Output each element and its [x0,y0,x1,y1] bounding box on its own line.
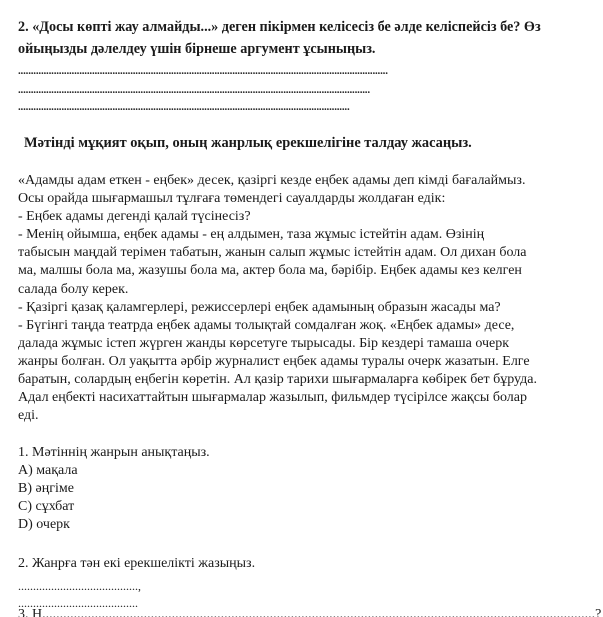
text-line: «Адамды адам еткен - еңбек» десек, қазіргі кезде еңбек адамы деп кімді бағалаймыз. [18,173,526,188]
option-c: C) сұхбат [18,499,75,515]
reading-text [18,172,596,425]
features-answer-line-1: ........................................, [18,579,141,593]
genre-question-prompt: 1. Мәтіннің жанрын анықтаңыз. [18,445,210,460]
genre-question [18,444,210,534]
text-line: ма, малшы бола ма, жазушы бола ма, актер бола ма, бәрібір. Еңбек адамы кез келген [18,263,522,279]
task-heading: Мәтінді мұқият оқып, оның жанрлық ерекшелігіне талдау жасаңыз. [24,135,472,151]
option-d: D) очерк [18,517,70,533]
text-line: жанры болған. Ол уақытта әрбір журналист еңбек адамы туралы очерк жазатын. Елге [18,353,530,369]
features-answer-line-2: ........................................ [18,596,138,610]
text-line: Адал еңбекті насихаттайтын шығармалар жазылып, фильмдер түсірілсе жақсы болар [18,390,527,406]
cut-off-question: 3. Н..............................................................................................................................................................? [18,607,602,617]
text-line: еді. [18,408,39,424]
answer-line-2: .......................................................................................................................................... [18,84,370,96]
answer-line-3: .................................................................................................................................. [18,101,350,113]
option-b: B) әңгіме [18,481,74,497]
text-line: баратын, солардың еңбегін көретін. Ал қазір тарихи шығармаларға көбірек бет бұруда. [18,372,537,388]
answer-line-1: ................................................................................................................................................. [18,65,388,77]
text-line: салада болу керек. [18,281,129,297]
features-question-prompt: 2. Жанрға тән екі ерекшелікті жазыңыз. [18,556,256,571]
text-line: табысын маңдай терімен табатын, жанын салып жұмыс істейтін адам. Ол дихан бола [18,245,527,261]
text-line: - Менің ойымша, еңбек адамы - ең алдымен, таза жұмыс істейтін адам. Өзінің [18,227,485,243]
features-question [18,555,255,573]
text-line: - Бүгінгі таңда театрда еңбек адамы толықтай сомдалған жоқ. «Еңбек адамы» десе, [18,317,515,333]
text-line: - Еңбек адамы дегенді қалай түсінесіз? [18,209,251,225]
text-line: - Қазіргі қазақ қаламгерлері, режиссерлері еңбек адамының образын жасады ма? [18,299,501,315]
question-2-text: 2. «Досы көпті жау алмайды...» деген пікірмен келісесіз бе әлде келіспейсіз бе? Өз ойыңызды дәлелдеу үшін бірнеше аргумент ұсыныңыз. [18,19,541,57]
text-line: далада жұмыс істеп жүрген жанды көрсетуге тырысады. Бір кездері тамаша очерк [18,335,510,351]
text-line: Осы орайда шығармашыл тұлғаға төмендегі сауалдарды жолдаған едік: [18,191,446,207]
option-a: A) мақала [18,463,78,479]
